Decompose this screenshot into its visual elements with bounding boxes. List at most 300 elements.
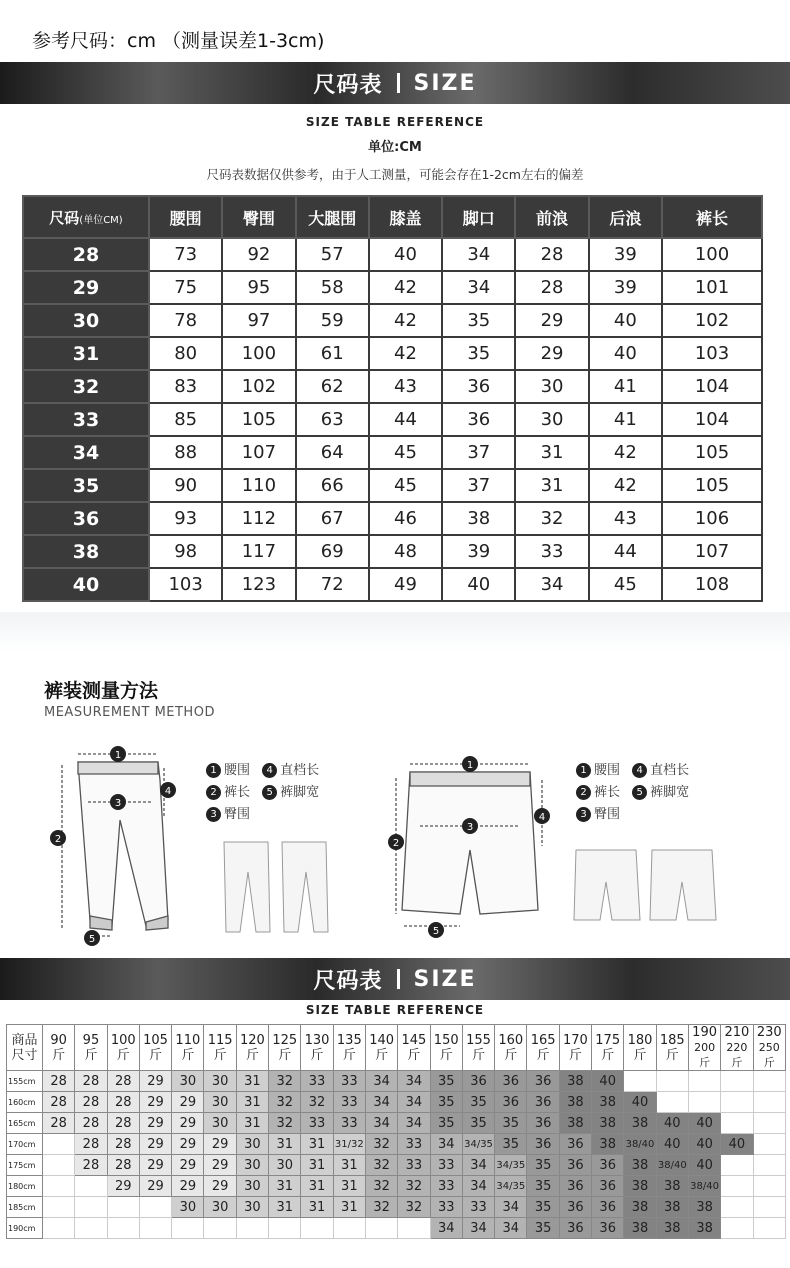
size-cell: 38	[624, 1218, 656, 1239]
size-cell: 34	[398, 1071, 430, 1092]
measure-cell: 63	[296, 403, 369, 436]
size-cell: 28	[107, 1155, 139, 1176]
size-cell: 32	[269, 1092, 301, 1113]
size-cell: 30	[204, 1197, 236, 1218]
weight-header: 95 斤	[75, 1025, 107, 1071]
size-row	[23, 238, 762, 271]
measure-cell: 41	[589, 370, 662, 403]
height-row	[7, 1176, 786, 1197]
measure-cell: 48	[369, 535, 442, 568]
size-cell: 35	[462, 1113, 494, 1134]
banner-cn: 尺码表	[313, 72, 383, 98]
measure-cell: 69	[296, 535, 369, 568]
measure-cell: 43	[369, 370, 442, 403]
size-cell: 28	[107, 1113, 139, 1134]
weight-header: 90 斤	[43, 1025, 75, 1071]
size-cell: 33	[462, 1197, 494, 1218]
size-cell: 36	[559, 1197, 591, 1218]
weight-header: 155 斤	[462, 1025, 494, 1071]
size-cell	[43, 1197, 75, 1218]
weight-header: 150 斤	[430, 1025, 462, 1071]
size-cell: 35	[527, 1197, 559, 1218]
size-cell: 36	[559, 1176, 591, 1197]
size-row	[23, 337, 762, 370]
measure-cell: 40	[589, 304, 662, 337]
size-cell: 40	[656, 1113, 688, 1134]
size-cell: 34/35	[495, 1176, 527, 1197]
size-cell: 29	[139, 1113, 171, 1134]
size-table-reference: SIZE TABLE REFERENCE	[305, 115, 485, 129]
height-row	[7, 1113, 786, 1134]
size-cell: 38	[656, 1218, 688, 1239]
size-cell: 35	[430, 1071, 462, 1092]
size-cell: 30	[23, 304, 149, 337]
size-cell: 29	[172, 1176, 204, 1197]
size-cell: 35	[462, 1092, 494, 1113]
size-cell: 33	[398, 1155, 430, 1176]
size-cell: 32	[269, 1071, 301, 1092]
size-cell: 38	[592, 1092, 624, 1113]
measure-cell: 28	[515, 271, 588, 304]
marker-2: 2	[54, 834, 62, 845]
measure-cell: 104	[662, 370, 762, 403]
measure-cell: 66	[296, 469, 369, 502]
size-cell	[43, 1134, 75, 1155]
height-label: 165cm	[7, 1113, 43, 1134]
size-cell: 36	[23, 502, 149, 535]
size-cell: 38	[559, 1071, 591, 1092]
height-label: 190cm	[7, 1218, 43, 1239]
measure-cell: 45	[589, 568, 662, 601]
pants-photo-sketch	[216, 832, 336, 937]
size-cell: 30	[204, 1113, 236, 1134]
banner-divider	[397, 73, 400, 93]
size-cell: 35	[430, 1092, 462, 1113]
size-cell: 34	[365, 1071, 397, 1092]
size-cell: 34	[430, 1218, 462, 1239]
size-cell: 32	[398, 1176, 430, 1197]
weight-header: 175 斤	[592, 1025, 624, 1071]
banner2-divider	[397, 969, 400, 989]
measure-cell: 80	[149, 337, 222, 370]
header-front-rise: 前浪	[515, 196, 588, 238]
size-cell: 34	[23, 436, 149, 469]
measure-cell: 35	[442, 337, 515, 370]
weight-header: 115 斤	[204, 1025, 236, 1071]
weight-header: 185 斤	[656, 1025, 688, 1071]
size-cell: 40	[721, 1134, 753, 1155]
size-cell	[656, 1092, 688, 1113]
size-cell: 40	[688, 1113, 720, 1134]
size-cell	[107, 1218, 139, 1239]
section-fade	[0, 612, 790, 652]
measure-cell: 40	[369, 238, 442, 271]
size-cell: 34	[462, 1176, 494, 1197]
shorts-marker-3: 3	[466, 822, 474, 833]
size-cell: 30	[236, 1134, 268, 1155]
size-cell: 32	[398, 1197, 430, 1218]
size-cell: 33	[430, 1155, 462, 1176]
measure-cell: 41	[589, 403, 662, 436]
measure-cell: 42	[589, 469, 662, 502]
size-cell	[75, 1197, 107, 1218]
size-cell: 34/35	[495, 1155, 527, 1176]
size-cell: 29	[139, 1092, 171, 1113]
shorts-marker-2: 2	[392, 838, 400, 849]
size-cell	[139, 1197, 171, 1218]
measure-cell: 88	[149, 436, 222, 469]
height-weight-table	[6, 1024, 786, 1239]
size-cell	[398, 1218, 430, 1239]
size-cell: 40	[688, 1155, 720, 1176]
size-cell: 30	[236, 1197, 268, 1218]
header-back-rise: 后浪	[589, 196, 662, 238]
height-row	[7, 1155, 786, 1176]
size-table-header	[23, 196, 762, 238]
weight-header: 160 斤	[495, 1025, 527, 1071]
weight-header: 145 斤	[398, 1025, 430, 1071]
size-cell: 29	[139, 1071, 171, 1092]
size-cell	[721, 1218, 753, 1239]
weight-header: 130 斤	[301, 1025, 333, 1071]
size-cell: 31/32	[333, 1134, 365, 1155]
size-cell	[107, 1197, 139, 1218]
size-cell: 34	[430, 1134, 462, 1155]
measure-cell: 38	[442, 502, 515, 535]
measure-cell: 34	[442, 271, 515, 304]
size-cell: 38/40	[688, 1176, 720, 1197]
size-row	[23, 535, 762, 568]
size-cell: 38	[559, 1092, 591, 1113]
size-cell: 32	[269, 1113, 301, 1134]
measure-cell: 102	[222, 370, 295, 403]
size-cell: 31	[269, 1134, 301, 1155]
height-row	[7, 1134, 786, 1155]
size-cell	[269, 1218, 301, 1239]
measure-cell: 72	[296, 568, 369, 601]
size-cell: 34/35	[462, 1134, 494, 1155]
size-cell: 40	[624, 1092, 656, 1113]
size-cell	[753, 1134, 785, 1155]
height-label: 160cm	[7, 1092, 43, 1113]
height-row	[7, 1092, 786, 1113]
weight-header: 105 斤	[139, 1025, 171, 1071]
weight-header: 230 250斤	[753, 1025, 785, 1071]
size-row	[23, 403, 762, 436]
size-cell: 28	[75, 1134, 107, 1155]
size-cell: 35	[527, 1218, 559, 1239]
size-cell: 31	[23, 337, 149, 370]
measure-cell: 67	[296, 502, 369, 535]
size-cell: 28	[43, 1071, 75, 1092]
measure-cell: 39	[442, 535, 515, 568]
size-cell	[656, 1071, 688, 1092]
size-cell	[753, 1092, 785, 1113]
size-cell: 28	[75, 1113, 107, 1134]
size-row	[23, 568, 762, 601]
header-hip: 臀围	[222, 196, 295, 238]
header-length: 裤长	[662, 196, 762, 238]
size-cell: 38	[592, 1113, 624, 1134]
measure-cell: 34	[515, 568, 588, 601]
size-cell: 29	[139, 1155, 171, 1176]
measure-cell: 45	[369, 436, 442, 469]
size-cell: 38	[688, 1218, 720, 1239]
size-cell	[301, 1218, 333, 1239]
size-cell: 28	[107, 1071, 139, 1092]
size-row	[23, 304, 762, 337]
measure-cell: 42	[369, 304, 442, 337]
size-cell	[753, 1155, 785, 1176]
size-cell: 29	[204, 1155, 236, 1176]
measure-cell: 105	[662, 436, 762, 469]
marker-3: 3	[114, 798, 122, 809]
measure-cell: 40	[442, 568, 515, 601]
size-cell	[753, 1197, 785, 1218]
measure-cell: 100	[222, 337, 295, 370]
banner2-en: SIZE	[413, 966, 477, 992]
size-cell: 36	[527, 1113, 559, 1134]
shorts-marker-5: 5	[432, 926, 440, 937]
size-cell: 31	[301, 1155, 333, 1176]
measure-cell: 36	[442, 370, 515, 403]
header-size: 尺码(单位CM)	[23, 196, 149, 238]
size-cell	[333, 1218, 365, 1239]
size-cell: 29	[139, 1134, 171, 1155]
weight-header-row	[7, 1025, 786, 1071]
size-cell: 32	[365, 1176, 397, 1197]
measure-cell: 37	[442, 436, 515, 469]
height-label: 180cm	[7, 1176, 43, 1197]
size-cell: 31	[333, 1197, 365, 1218]
size-cell: 32	[365, 1155, 397, 1176]
size-cell: 35	[527, 1176, 559, 1197]
size-cell: 32	[23, 370, 149, 403]
measure-cell: 30	[515, 370, 588, 403]
height-label: 185cm	[7, 1197, 43, 1218]
size-cell: 28	[107, 1092, 139, 1113]
measure-cell: 103	[662, 337, 762, 370]
shorts-marker-1: 1	[466, 760, 474, 771]
marker-1: 1	[114, 750, 122, 761]
measure-cell: 42	[369, 271, 442, 304]
long-pants-diagram	[40, 740, 190, 950]
size-cell: 31	[333, 1155, 365, 1176]
measure-cell: 117	[222, 535, 295, 568]
measure-cell: 31	[515, 436, 588, 469]
measure-cell: 90	[149, 469, 222, 502]
measure-cell: 64	[296, 436, 369, 469]
size-cell: 31	[269, 1197, 301, 1218]
size-cell: 38	[656, 1197, 688, 1218]
size-cell	[753, 1113, 785, 1134]
size-cell: 30	[172, 1197, 204, 1218]
size-cell	[43, 1176, 75, 1197]
size-table-reference-2: SIZE TABLE REFERENCE	[305, 1003, 485, 1017]
measure-cell: 62	[296, 370, 369, 403]
legend-shorts: 1 腰围 4 直档长 2 裤长 5 裤脚宽 3 臀围	[576, 760, 697, 826]
measure-cell: 83	[149, 370, 222, 403]
size-cell: 34	[495, 1218, 527, 1239]
size-row	[23, 502, 762, 535]
method-title: 裤装测量方法	[44, 680, 159, 702]
measure-cell: 46	[369, 502, 442, 535]
size-banner-1	[0, 62, 790, 104]
weight-header: 125 斤	[269, 1025, 301, 1071]
size-cell: 32	[365, 1134, 397, 1155]
size-cell: 30	[204, 1071, 236, 1092]
size-cell	[721, 1155, 753, 1176]
measure-cell: 43	[589, 502, 662, 535]
unit-label: 单位:CM	[368, 140, 422, 155]
measure-cell: 61	[296, 337, 369, 370]
marker-5: 5	[88, 934, 96, 945]
size-cell	[721, 1092, 753, 1113]
measure-cell: 42	[369, 337, 442, 370]
size-cell	[753, 1218, 785, 1239]
size-cell: 33	[333, 1113, 365, 1134]
size-row	[23, 370, 762, 403]
size-cell: 38	[624, 1176, 656, 1197]
size-cell: 34	[398, 1092, 430, 1113]
size-cell: 33	[333, 1071, 365, 1092]
size-cell: 31	[236, 1113, 268, 1134]
size-cell: 40	[23, 568, 149, 601]
size-cell: 35	[495, 1134, 527, 1155]
height-label: 175cm	[7, 1155, 43, 1176]
measure-cell: 78	[149, 304, 222, 337]
size-cell: 38	[624, 1113, 656, 1134]
header-thigh: 大腿围	[296, 196, 369, 238]
size-cell: 33	[23, 403, 149, 436]
measure-cell: 107	[222, 436, 295, 469]
size-cell: 29	[23, 271, 149, 304]
weight-header: 140 斤	[365, 1025, 397, 1071]
legend-pants: 1 腰围 4 直档长 2 裤长 5 裤脚宽 3 臀围	[206, 760, 327, 826]
size-cell: 40	[592, 1071, 624, 1092]
header-leg-opening: 脚口	[442, 196, 515, 238]
measure-cell: 93	[149, 502, 222, 535]
size-cell: 40	[688, 1134, 720, 1155]
size-cell: 36	[527, 1092, 559, 1113]
size-cell	[75, 1176, 107, 1197]
size-row	[23, 271, 762, 304]
size-cell: 33	[430, 1197, 462, 1218]
measure-cell: 30	[515, 403, 588, 436]
size-row	[23, 469, 762, 502]
top-note: 参考尺码：cm （测量误差1-3cm)	[32, 30, 325, 52]
size-cell: 30	[204, 1092, 236, 1113]
size-cell: 29	[172, 1113, 204, 1134]
weight-header: 120 斤	[236, 1025, 268, 1071]
measure-cell: 58	[296, 271, 369, 304]
measure-cell: 102	[662, 304, 762, 337]
measure-cell: 59	[296, 304, 369, 337]
size-cell: 29	[172, 1155, 204, 1176]
size-cell	[204, 1218, 236, 1239]
measure-cell: 75	[149, 271, 222, 304]
measure-cell: 29	[515, 304, 588, 337]
measure-cell: 107	[662, 535, 762, 568]
size-cell: 35	[495, 1113, 527, 1134]
weight-header: 210 220斤	[721, 1025, 753, 1071]
measure-cell: 105	[222, 403, 295, 436]
weight-header: 100 斤	[107, 1025, 139, 1071]
size-cell	[688, 1092, 720, 1113]
measure-cell: 92	[222, 238, 295, 271]
size-cell: 33	[430, 1176, 462, 1197]
measure-cell: 37	[442, 469, 515, 502]
size-cell: 38	[559, 1113, 591, 1134]
measure-cell: 49	[369, 568, 442, 601]
size-cell: 36	[495, 1092, 527, 1113]
measure-cell: 73	[149, 238, 222, 271]
size-cell: 28	[75, 1092, 107, 1113]
size-cell: 29	[204, 1134, 236, 1155]
size-cell: 35	[430, 1113, 462, 1134]
size-cell: 38	[688, 1197, 720, 1218]
size-cell: 36	[462, 1071, 494, 1092]
size-cell: 36	[559, 1155, 591, 1176]
size-cell	[236, 1218, 268, 1239]
size-cell: 36	[559, 1134, 591, 1155]
size-cell: 28	[75, 1155, 107, 1176]
size-cell: 34	[462, 1218, 494, 1239]
size-cell: 31	[269, 1176, 301, 1197]
size-cell: 38/40	[656, 1155, 688, 1176]
banner2-cn: 尺码表	[313, 968, 383, 994]
size-cell: 31	[301, 1134, 333, 1155]
measure-cell: 110	[222, 469, 295, 502]
weight-header: 165 斤	[527, 1025, 559, 1071]
measure-cell: 85	[149, 403, 222, 436]
size-cell	[688, 1071, 720, 1092]
disclaimer: 尺码表数据仅供参考，由于人工测量，可能会存在1-2cm左右的偏差	[206, 167, 584, 182]
size-cell	[721, 1071, 753, 1092]
measure-cell: 42	[589, 436, 662, 469]
corner-cell: 商品 尺寸	[7, 1025, 43, 1071]
size-cell: 36	[592, 1176, 624, 1197]
size-cell: 38	[624, 1155, 656, 1176]
measure-cell: 33	[515, 535, 588, 568]
size-cell: 36	[592, 1197, 624, 1218]
size-cell: 33	[398, 1134, 430, 1155]
measure-cell: 34	[442, 238, 515, 271]
height-row	[7, 1071, 786, 1092]
size-cell: 30	[236, 1176, 268, 1197]
measure-cell: 112	[222, 502, 295, 535]
measure-cell: 39	[589, 271, 662, 304]
measure-cell: 44	[369, 403, 442, 436]
measure-cell: 31	[515, 469, 588, 502]
measure-cell: 105	[662, 469, 762, 502]
size-cell: 38	[23, 535, 149, 568]
size-table	[22, 195, 763, 602]
size-row	[23, 436, 762, 469]
measure-cell: 103	[149, 568, 222, 601]
size-cell	[721, 1176, 753, 1197]
size-cell: 35	[23, 469, 149, 502]
shorts-marker-4: 4	[538, 812, 546, 823]
size-cell	[139, 1218, 171, 1239]
size-cell: 30	[172, 1071, 204, 1092]
measure-cell: 32	[515, 502, 588, 535]
marker-4: 4	[164, 786, 172, 797]
method-subtitle: MEASUREMENT METHOD	[44, 705, 215, 720]
size-cell: 38/40	[624, 1134, 656, 1155]
header-knee: 膝盖	[369, 196, 442, 238]
weight-header: 180 斤	[624, 1025, 656, 1071]
